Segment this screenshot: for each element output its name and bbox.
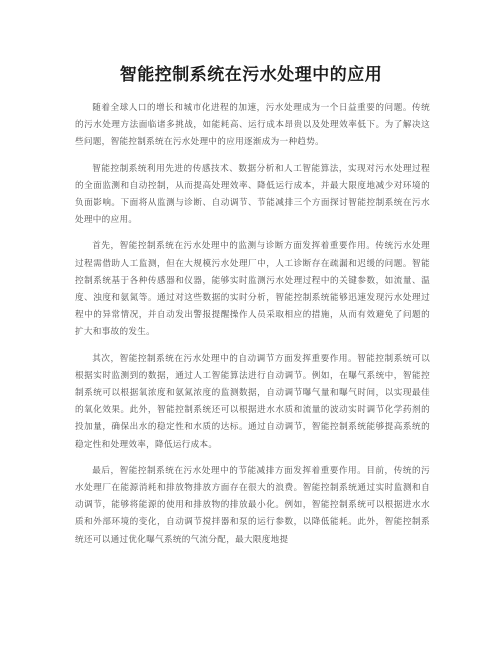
- paragraph-energy-saving: 最后，智能控制系统在污水处理中的节能减排方面发挥着重要作用。目前，传统的污水处理厂在能源消耗和排放物排放方面存在很大的浪费。智能控制系统通过实时监测和自动调节，能够将能源的使用和排放物的排放最小化。例如，智能控制系统可以根据进水水质和外部环境的变化，自动调节搅拌器和泵的运行参数，以降低能耗。此外，智能控制系统还可以通过优化曝气系统的气流分配，最大限度地提: [75, 465, 430, 545]
- document-body: [75, 100, 430, 558]
- paragraph-auto-regulation: 其次，智能控制系统在污水处理中的自动调节方面发挥重要作用。智能控制系统可以根据实时监测到的数据，通过人工智能算法进行自动调节。例如，在曝气系统中，智能控制系统可以根据氧浓度和氨氮浓度的监测数据，自动调节曝气量和曝气时间，以实现最佳的氧化效果。此外，智能控制系统还可以根据进水水质和流量的波动实时调节化学药剂的投加量，确保出水的稳定性和水质的达标。通过自动调节，智能控制系统能够提高系统的稳定性和处理效率，降低运行成本。: [75, 353, 430, 450]
- document-title: 智能控制系统在污水处理中的应用: [119, 65, 383, 85]
- paragraph-monitoring: 首先，智能控制系统在污水处理中的监测与诊断方面发挥着重要作用。传统污水处理过程需借助人工监测，但在大规模污水处理厂中，人工诊断存在疏漏和迟缓的问题。智能控制系统基于各种传感器和仪器，能够实时监测污水处理过程中的关键参数，如流量、温度、浊度和氨氮等。通过对这些数据的实时分析，智能控制系统能够迅速发现污水处理过程中的异常情况，并自动发出警报提醒操作人员采取相应的措施，从而有效避免了问题的扩大和事故的发生。: [75, 241, 430, 338]
- paragraph-overview: 智能控制系统利用先进的传感技术、数据分析和人工智能算法，实现对污水处理过程的全面监测和自动控制，从而提高处理效率、降低运行成本，并最大限度地减少对环境的负面影响。下面将从监测与诊断、自动调节、节能减排三个方面探讨智能控制系统在污水处理中的应用。: [75, 163, 430, 226]
- paragraph-intro: 随着全球人口的增长和城市化进程的加速，污水处理成为一个日益重要的问题。传统的污水处理方法面临诸多挑战，如能耗高、运行成本昂贵以及处理效率低下。为了解决这些问题，智能控制系统在污水处理中的应用逐渐成为一种趋势。: [75, 103, 430, 148]
